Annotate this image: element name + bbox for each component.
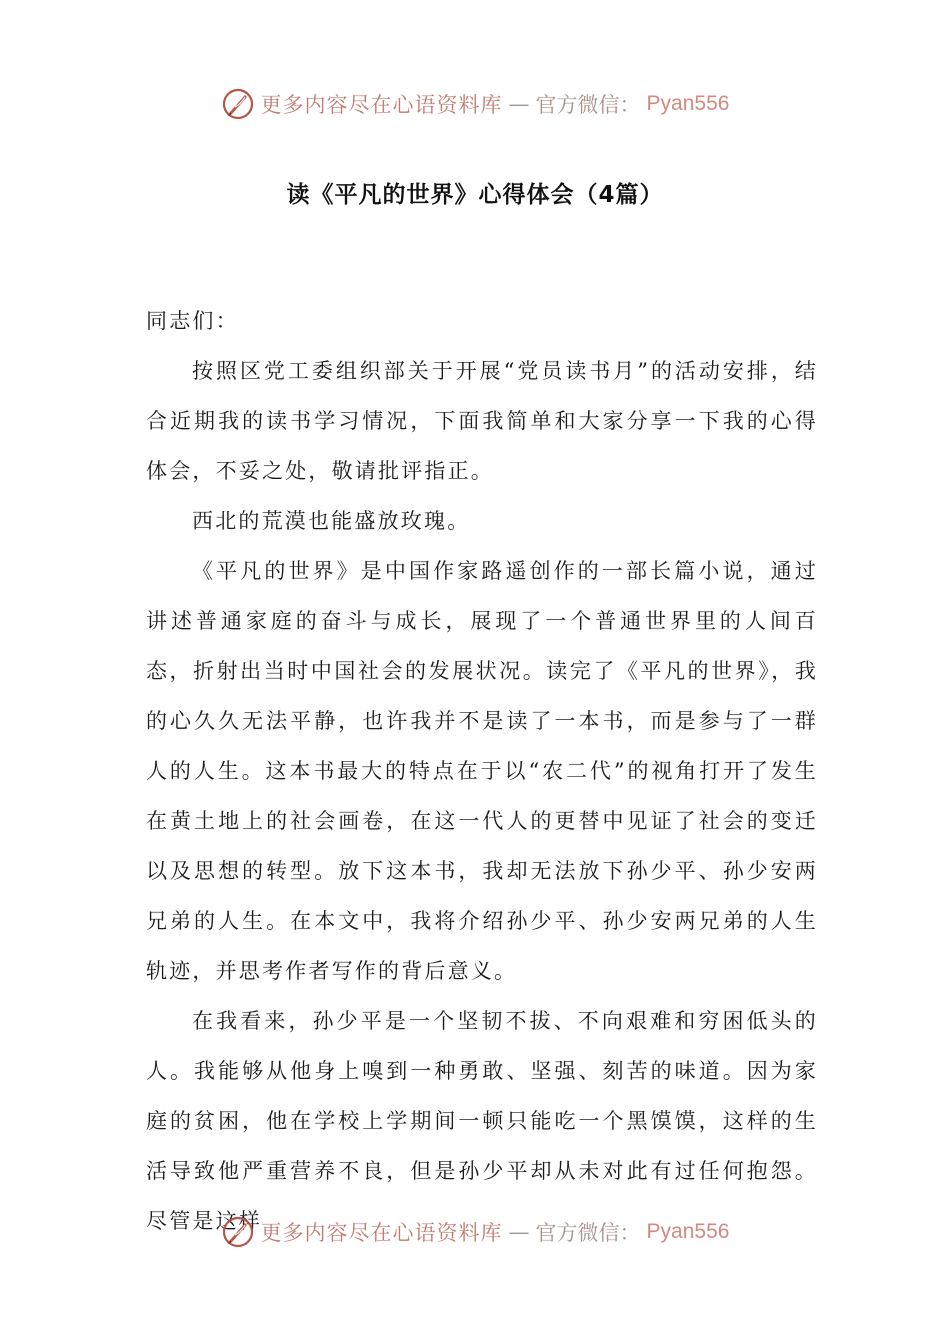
paragraph: 《平凡的世界》是中国作家路遥创作的一部长篇小说，通过讲述普通家庭的奋斗与成长，展现了一个普通世界里的人间百态，折射出当时中国社会的发展状况。读完了《平凡的世界》，我的心久久无法平静，也许我并不是读了一本书，而是参与了一群人的人生。这本书最大的特点在于以“农二代”的视角打开了发生在黄土地上的社会画卷，在这一代人的更替中见证了社会的变迁以及思想的转型。放下这本书，我却无法放下孙少平、孙少安两兄弟的人生。在本文中，我将介绍孙少平、孙少安两兄弟的人生轨迹，并思考作者写作的背后意义。 bbox=[146, 559, 818, 983]
quill-logo-icon bbox=[221, 87, 255, 121]
watermark-site-text: 更多内容尽在心语资料库 bbox=[260, 93, 503, 117]
document-body bbox=[146, 296, 818, 1246]
paragraph: 西北的荒漠也能盛放玫瑰。 bbox=[192, 509, 471, 533]
paragraph: 在我看来，孙少平是一个坚韧不拔、不向艰难和穷困低头的人。我能够从他身上嗅到一种勇敢、坚强、刻苦的味道。因为家庭的贫困，他在学校上学期间一顿只能吃一个黑馍馍，这样的生活导致他严重营养不良，但是孙少平却从未对此有过任何抱怨。尽管是这样 bbox=[146, 1009, 818, 1233]
quill-logo-icon bbox=[221, 1215, 255, 1249]
footer-watermark bbox=[0, 1212, 950, 1252]
watermark-separator: — bbox=[508, 1220, 530, 1244]
header-watermark bbox=[0, 84, 950, 124]
watermark-separator: — bbox=[508, 92, 530, 116]
watermark-wechat-label: 官方微信： bbox=[535, 1221, 641, 1245]
paragraph: 按照区党工委组织部关于开展“党员读书月”的活动安排，结合近期我的读书学习情况，下面我简单和大家分享一下我的心得体会，不妥之处，敬请批评指正。 bbox=[146, 359, 818, 483]
watermark-site-text: 更多内容尽在心语资料库 bbox=[260, 1221, 503, 1245]
watermark-wechat-label: 官方微信： bbox=[535, 93, 641, 117]
document-title: 读《平凡的世界》心得体会（4篇） bbox=[286, 182, 664, 208]
watermark-wechat-id: Pyan556 bbox=[646, 1220, 730, 1243]
salutation: 同志们： bbox=[146, 309, 239, 333]
watermark-wechat-id: Pyan556 bbox=[646, 92, 730, 115]
